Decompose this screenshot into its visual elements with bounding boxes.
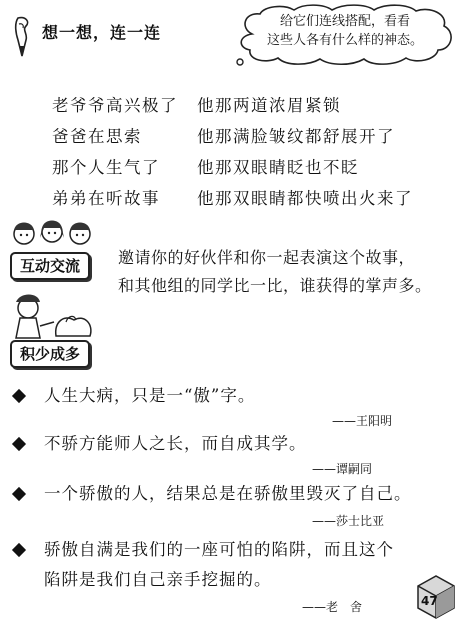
paragraph-line-2: 和其他组的同学比一比，谁获得的掌声多。 — [118, 276, 432, 295]
page-number: 47 — [421, 594, 438, 608]
match-left-item[interactable]: 那个人生气了 — [52, 158, 160, 177]
match-right-item[interactable]: 他那两道浓眉紧锁 — [197, 96, 341, 115]
match-row — [52, 185, 452, 215]
bullet-diamond-icon — [12, 543, 26, 557]
quote-text: 人生大病，只是一“傲”字。 — [44, 386, 256, 405]
paragraph-line-1: 邀请你的好伙伴和你一起表演这个故事， — [118, 248, 416, 267]
quote-line-2: 陷阱是我们自己亲手挖掘的。 — [44, 570, 272, 589]
bubble-line-1: 给它们连线搭配，看看 — [279, 14, 410, 29]
interaction-paragraph — [118, 244, 448, 300]
quote-author: ——谭嗣同 — [312, 462, 373, 476]
gardener-figure-icon — [4, 292, 100, 340]
pencil-icon — [12, 16, 34, 60]
match-right-item[interactable]: 他那满脸皱纹都舒展开了 — [197, 127, 395, 146]
quote-text — [44, 535, 394, 595]
match-row — [52, 92, 452, 122]
bullet-diamond-icon — [12, 389, 26, 403]
section-badge-interaction: 互动交流 — [10, 252, 90, 280]
match-right-item[interactable]: 他那双眼睛都快喷出火来了 — [197, 189, 413, 208]
bubble-line-2: 这些人各有什么样的神态。 — [266, 33, 423, 48]
quote-line-1: 骄傲自满是我们的一座可怕的陷阱，而且这个 — [44, 540, 394, 559]
quote-text: 一个骄傲的人，结果总是在骄傲里毁灭了自己。 — [44, 484, 412, 503]
match-row — [52, 154, 452, 184]
quote-author: ——老 舍 — [302, 600, 363, 614]
quote-text: 不骄方能师人之长，而自成其学。 — [44, 434, 307, 453]
match-row — [52, 123, 452, 153]
bullet-diamond-icon — [12, 487, 26, 501]
exercise-title: 想一想，连一连 — [42, 23, 162, 42]
match-left-item[interactable]: 老爷爷高兴极了 — [52, 96, 178, 115]
match-left-item[interactable]: 爸爸在思索 — [52, 127, 142, 146]
section-badge-accumulate: 积少成多 — [10, 340, 90, 368]
quote-author: ——莎士比亚 — [312, 514, 385, 528]
children-figures-icon — [4, 216, 100, 256]
quote-author: ——王阳明 — [332, 414, 393, 428]
bubble-text — [250, 12, 440, 50]
match-right-item[interactable]: 他那双眼睛眨也不眨 — [197, 158, 359, 177]
bullet-diamond-icon — [12, 437, 26, 451]
match-left-item[interactable]: 弟弟在听故事 — [52, 189, 160, 208]
